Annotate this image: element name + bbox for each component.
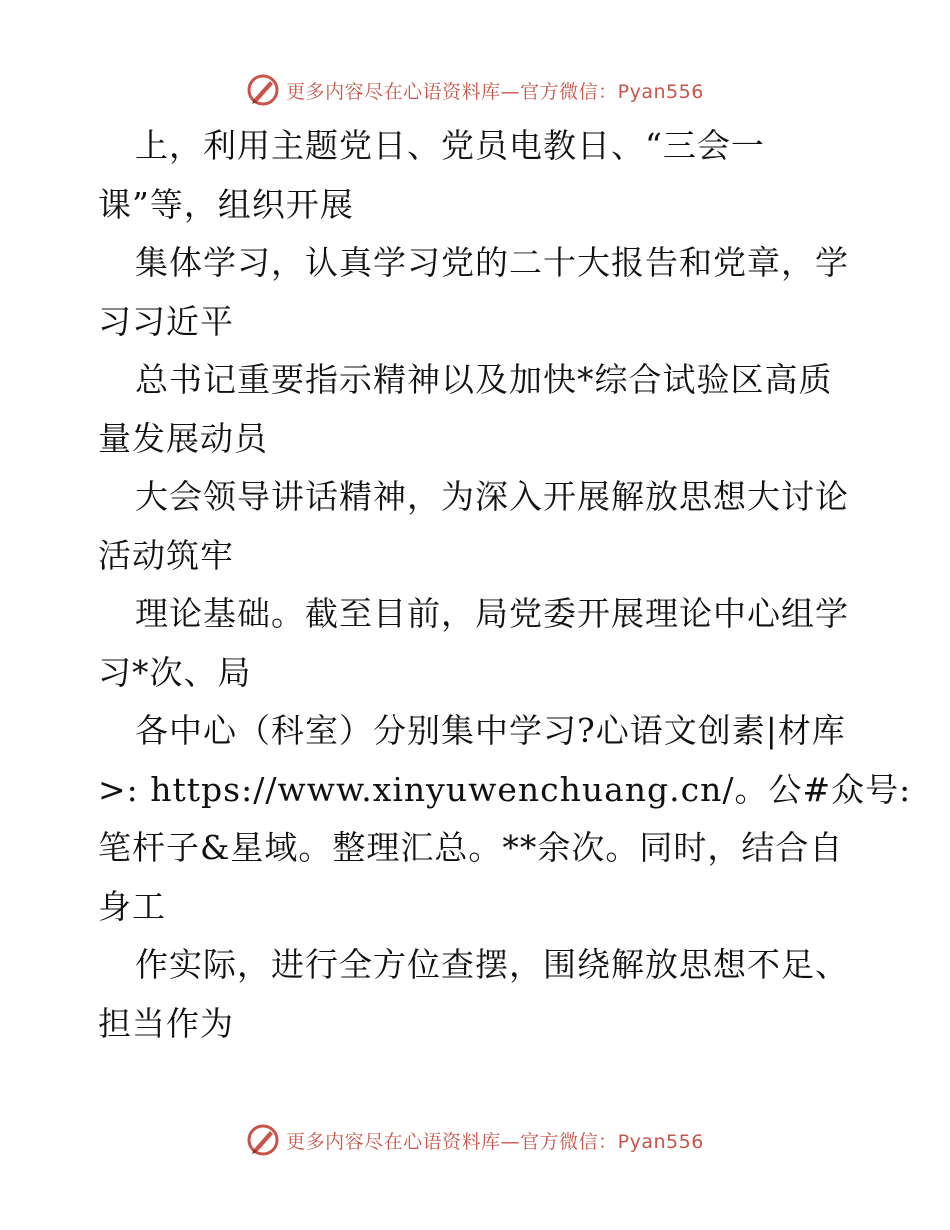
text-line: 笔杆子&星域。整理汇总。**余次。同时，结合自 [98, 828, 844, 867]
header-banner-text: 更多内容尽在心语资料库—官方微信：Pyan556 [286, 80, 704, 103]
footer-banner-text: 更多内容尽在心语资料库—官方微信：Pyan556 [286, 1130, 704, 1153]
text-line: 课”等，组织开展 [98, 184, 354, 224]
text-line: 理论基础。截至目前，局党委开展理论中心组学 [135, 594, 849, 633]
text-line: 作实际，进行全方位查摆，围绕解放思想不足、 [135, 945, 849, 984]
text-line: 总书记重要指示精神以及加快*综合试验区高质 [135, 360, 833, 399]
text-line: 各中心（科室）分别集中学习?心语文创素|材库 [135, 711, 846, 750]
pen-seal-icon [246, 1123, 280, 1157]
document-body [98, 117, 912, 1053]
text-line: 活动筑牢 [98, 535, 234, 575]
text-line: 习*次、局 [98, 652, 252, 692]
text-line: 习习近平 [98, 301, 234, 341]
pen-seal-icon [246, 73, 280, 107]
text-line: 大会领导讲话精神，为深入开展解放思想大讨论 [135, 477, 849, 516]
text-line: >: https://www.xinyuwenchuang.cn/。公#众号: [98, 769, 912, 809]
text-line: 集体学习，认真学习党的二十大报告和党章，学 [135, 243, 849, 282]
header-banner [0, 70, 950, 110]
text-line: 担当作为 [98, 1003, 234, 1043]
text-line: 上，利用主题党日、党员电教日、“三会一 [135, 126, 765, 165]
text-line: 量发展动员 [98, 418, 268, 458]
text-line: 身工 [98, 886, 166, 926]
footer-banner [0, 1120, 950, 1160]
